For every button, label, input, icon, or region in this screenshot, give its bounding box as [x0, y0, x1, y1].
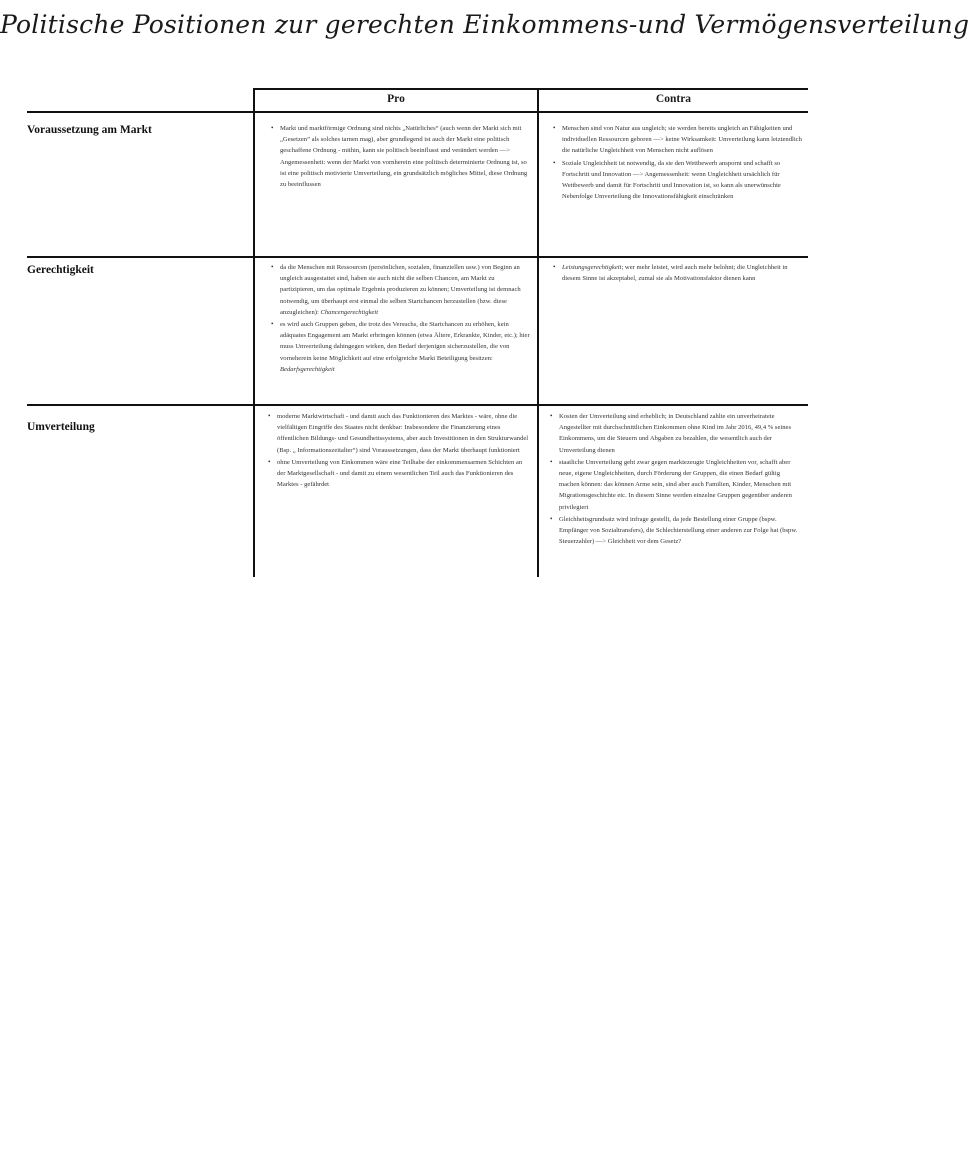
row-header-voraussetzung: Voraussetzung am Markt — [27, 124, 152, 136]
list-item — [280, 319, 530, 375]
emphasis-leistungsgerechtigkeit: Leistungsgerechtigkeit — [562, 264, 622, 271]
list-item: • staatliche Umverteilung geht zwar gegen marktezeugte Ungleichheiten vor, schafft aber neue, eigene Ungleichheiten, durch Förderung der Gruppen, die einen Bedarf gültig machen können: das können Arme sein, sind aber auch Familien, Kinder, Menschen mit Migrationsgeschichte etc. In diesem Sinne werden einzelne Gruppen gegenüber anderen privilegiert — [559, 457, 802, 513]
list-item: • Markt und marktförmige Ordnung sind nichts „Natürliches“ (auch wenn der Markt sich mit „Gesetzen” als solches tarnen mag), aber grundlegend ist auch der Markt eine politisch geschaffene Ordnung - mithin, kann sie politisch beeinflusst und verändert werden —> Angemessenheit: wenn der Markt von vornherein eine politisch determinierte Ordnung ist, so ist eine politisch motivierte Umverteilung, ein grundsätzlich mögliches Mittel, diese Ordnung zu beeinflussen — [280, 123, 530, 190]
cell-voraussetzung-contra — [550, 123, 802, 203]
list-item: • moderne Marktwirtschaft - und damit auch das Funktionieren des Marktes - wäre, ohne die vielfältigen Eingriffe des Staates nicht denkbar: Insbesondere die Finanzierung eines öffentlichen Bildungs- und Gesundheitssystems, aber auch Investitionen in den Strukturwandel (Bsp. „ Informationszeitalter“) sind Voraussetzungen, dass der Markt überhaupt funktioniert — [277, 411, 530, 456]
cell-umverteilung-contra — [547, 411, 802, 548]
column-divider-contra — [537, 88, 539, 577]
row-divider-1 — [27, 256, 808, 258]
page-title: Politische Positionen zur gerechten Einkommens-und Vermögensverteilung — [0, 10, 969, 39]
list-item-text: ; wer mehr leistet, wird auch mehr belohnt; die Ungleichheit in diesem Sinne ist akzeptabel, zumal sie als Motivationsfaktor dienen kann — [562, 264, 788, 283]
list-item — [562, 262, 802, 284]
row-divider-2 — [27, 404, 808, 406]
list-item-text: da die Menschen mit Ressourcen (persönlichen, sozialen, finanziellen usw.) von Beginn an ungleich ausgestattet sind, haben sie auch nicht die selben Chancen, am Markt zu partizipieren, um das optimale Ergebnis produzieren zu können; Umverteilung ist demnach notwendig, um überhaupt erst einmal die selben Startchancen herzustellen (bzw. diese anzugleichen): — [280, 264, 521, 316]
column-divider-pro — [253, 88, 255, 577]
list-item: • Kosten der Umverteilung sind erheblich; in Deutschland zahlte ein unverheiratete Angestellter mit durchschnittlichen Einkommen ohne Kind im Jahr 2016, 49,4 % seines Einkommens, um die Steuern und Abgaben zu bezahlen, die wesentlich auch der Umverteilung dienen — [559, 411, 802, 456]
cell-gerechtigkeit-contra — [550, 262, 802, 285]
emphasis-bedarfsgerechtigkeit: Bedarfsgerechtigkeit — [280, 365, 335, 373]
row-header-umverteilung: Umverteilung — [27, 421, 95, 433]
column-header-contra: Contra — [655, 93, 692, 105]
list-item: • Menschen sind von Natur aus ungleich; sie werden bereits ungleich an Fähigkeiten und individuellen Ressourcen geboren —> keine Wirksamkeit: Umverteilung kann letztendlich die natürliche Ungleichheit von Menschen nicht auflösen — [562, 123, 802, 157]
cell-gerechtigkeit-pro — [268, 262, 530, 376]
emphasis-chancengerechtigkeit: Chancengerechtigkeit — [320, 308, 379, 316]
list-item: • Soziale Ungleichheit ist notwendig, da sie den Wettbewerb anspornt und schafft so Fortschritt und Innovation —> Angemessenheit: wenn Ungleichheit ursächlich für Wettbewerb und damit für Fortschritt und Innovation ist, so kann als unerwünschte Nebenfolge Umverteilung die Innovationsfähigkeit einschränken — [562, 158, 802, 203]
list-item: • Gleichheitsgrundsatz wird infrage gestellt, da jede Bestellung einer Gruppe (bspw. Empfänger von Sozialtransfers), die Schlechterstellung einer anderen zur Folge hat (bspw. Steuerzahler) —> Gleichheit vor dem Gesetz? — [559, 514, 802, 548]
cell-voraussetzung-pro — [268, 123, 530, 191]
column-header-pro: Pro — [387, 93, 405, 105]
row-header-gerechtigkeit: Gerechtigkeit — [27, 264, 94, 276]
list-item-text: es wird auch Gruppen geben, die trotz des Versuchs, die Startchancen zu erhöhen, kein adäquates Engagement am Markt erbringen können (etwa Ältere, Erkrankte, Kinder, etc.); hier muss Umverteilung dahingegen wirken, den Bedarf derjenigen sicherzustellen, die von vorneherein keine Möglichkeit auf eine erfolgreiche Markt Beteiligung besitzen: — [280, 321, 530, 362]
list-item — [280, 262, 530, 318]
cell-umverteilung-pro — [265, 411, 530, 491]
header-bottom-rule — [27, 111, 808, 113]
list-item: • ohne Umverteilung von Einkommen wäre eine Teilhabe der einkommensarmen Schichten an der Marktgesellschaft - und damit zu einem wesentlichen Teil auch das Funktionieren des Marktes - gefährdet — [277, 457, 530, 491]
header-rule — [253, 88, 808, 90]
